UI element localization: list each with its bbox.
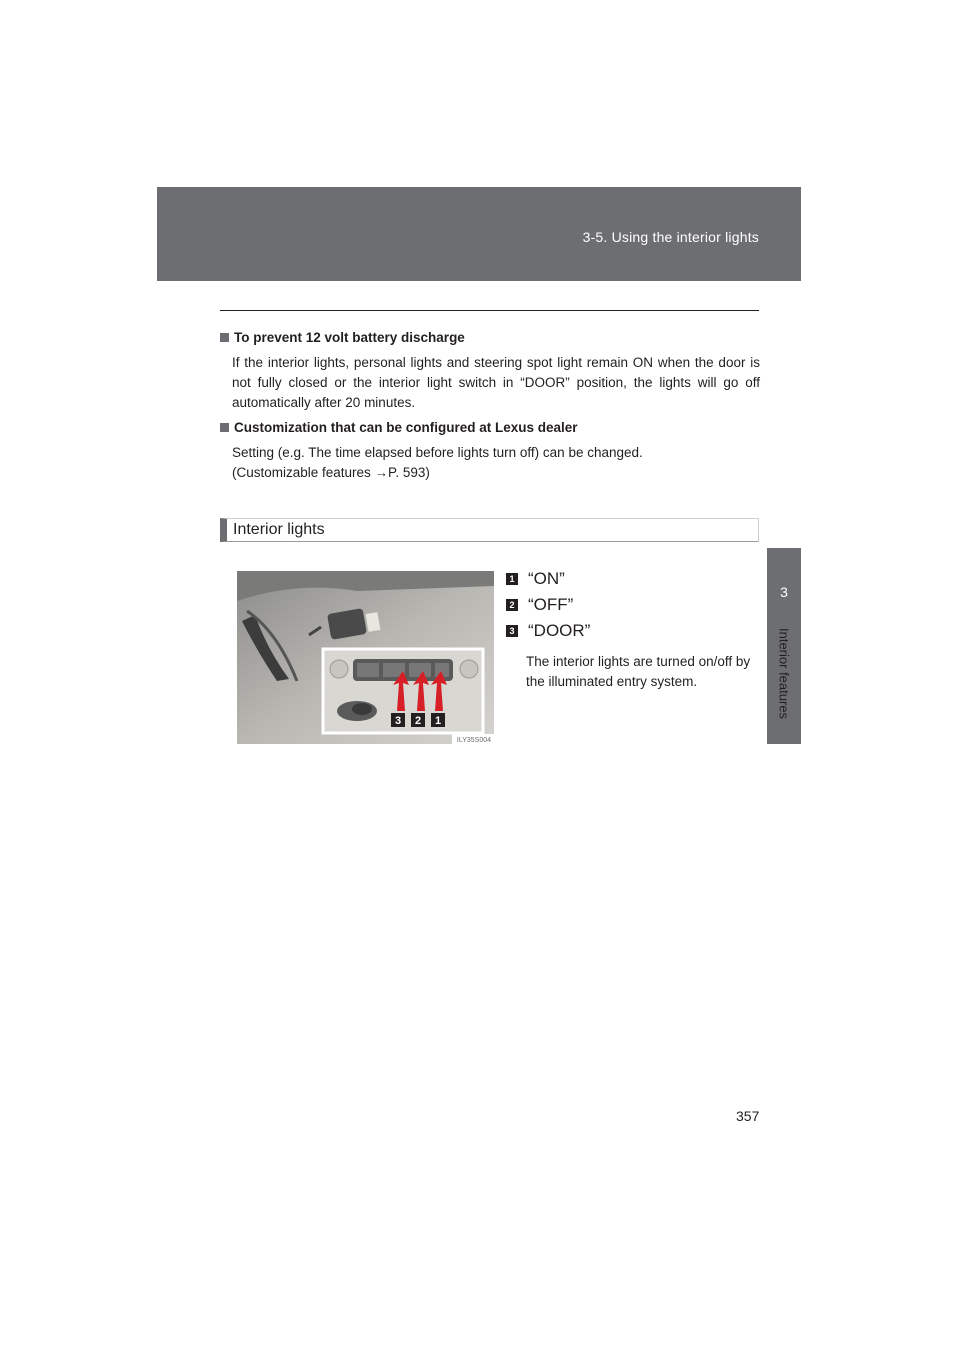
bullet-square-icon (220, 333, 229, 342)
position-label: “DOOR” (528, 621, 591, 640)
section-heading (220, 518, 759, 542)
chapter-number: 3 (780, 584, 788, 600)
note-body-line: (Customizable features →P. 593) (232, 465, 430, 480)
header-band (157, 187, 801, 281)
section-header-title: 3-5. Using the interior lights (582, 229, 759, 245)
photo-callout-label: 2 (414, 715, 422, 727)
interior-light-photo (237, 571, 494, 744)
list-item (506, 618, 762, 644)
list-item (506, 566, 762, 592)
list-item (506, 592, 762, 618)
number-badge: 1 (506, 573, 518, 585)
note-body: If the interior lights, personal lights and steering spot light remain ON when the door is not fully closed or the interior light switch in “DOOR” position, the lights will go off automatically after 20 minutes. (232, 355, 760, 410)
note-title: To prevent 12 volt battery discharge (234, 330, 465, 345)
position-label: “OFF” (528, 595, 574, 614)
note-body-line: Setting (e.g. The time elapsed before lights turn off) can be changed. (232, 445, 643, 460)
number-badge: 3 (506, 625, 518, 637)
section-title: Interior lights (233, 521, 325, 538)
page-number: 357 (736, 1108, 760, 1124)
light-positions-list (506, 566, 762, 692)
bullet-square-icon (220, 423, 229, 432)
chapter-label: Interior features (776, 628, 792, 720)
figure-code: ILY35S004 (456, 737, 491, 744)
top-rule (220, 310, 759, 311)
note-customization (220, 420, 760, 483)
number-badge: 2 (506, 599, 518, 611)
photo-callout-label: 1 (434, 715, 442, 727)
note-title: Customization that can be configured at Lexus dealer (234, 420, 578, 435)
door-description: The interior lights are turned on/off by the illuminated entry system. (526, 654, 751, 689)
note-battery (220, 330, 760, 413)
photo-callout-label: 3 (394, 715, 402, 727)
position-label: “ON” (528, 569, 565, 588)
